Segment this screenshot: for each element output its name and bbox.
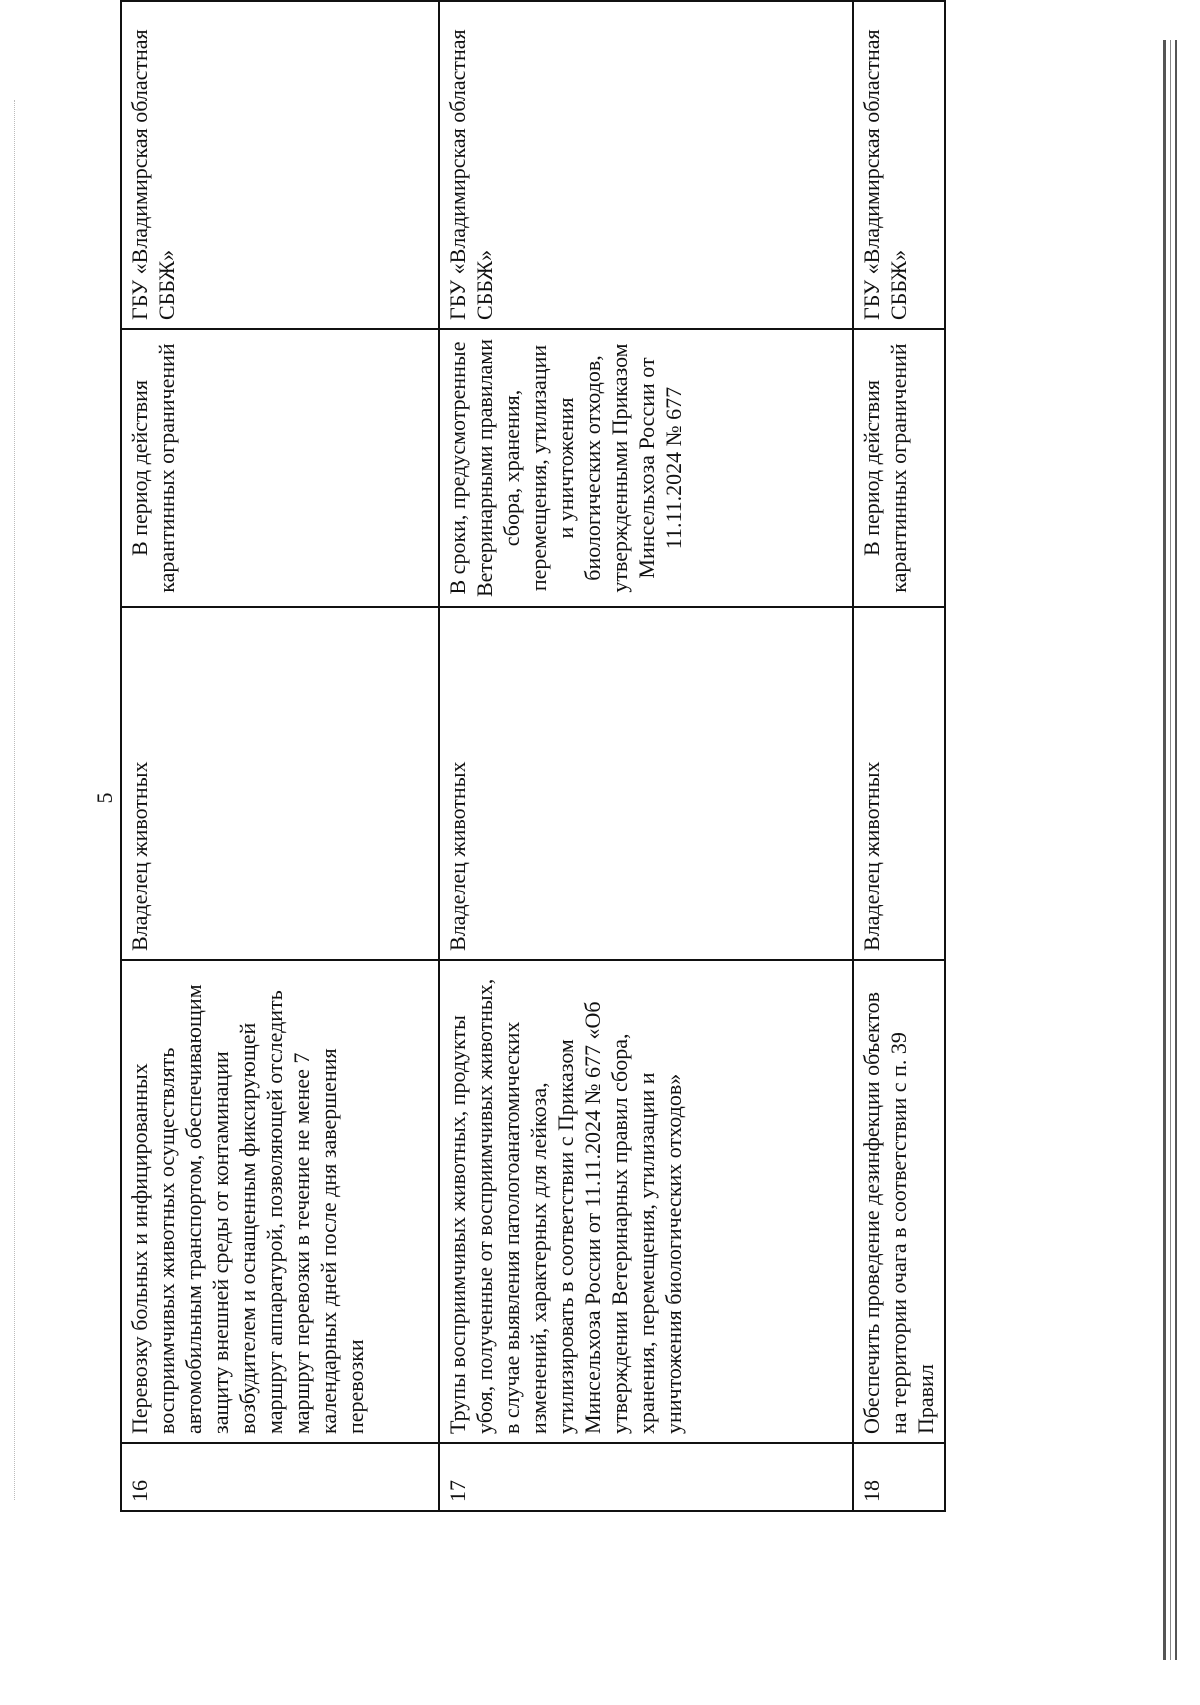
table-row: [439, 1, 853, 1511]
row-number-cell: 18: [853, 1443, 945, 1511]
measures-table: [120, 0, 946, 1512]
row-number-cell: 17: [439, 1443, 853, 1511]
measure-cell: Перевозку больных и инфицированных восприимчивых животных осуществлять автомобильным транспортом, обеспечивающим защиту внешней среды от контаминации возбудителем и оснащенным фиксирующей маршрут аппаратурой, позволяющей отследить маршрут перевозки в течение не менее 7 календарных дней после дня завершения перевозки: [121, 960, 439, 1443]
table-row: [853, 1, 945, 1511]
responsible-cell: Владелец животных: [439, 607, 853, 960]
rotated-table-container: [120, 29, 944, 1512]
measure-cell: Трупы восприимчивых животных, продукты убоя, полученные от восприимчивых животных, в случае выявления патологоанатомических изменений, характерных для лейкоза, утилизировать в соответствии с Приказом Минсельхоза России от 11.11.2024 № 677 «Об утверждении Ветеринарных правил сбора, хранения, перемещения, утилизации и уничтожения биологических отходов»: [439, 960, 853, 1443]
responsible-cell: Владелец животных: [853, 607, 945, 960]
responsible-cell: Владелец животных: [121, 607, 439, 960]
scan-artifact-edge: [1175, 40, 1177, 1660]
term-cell: В сроки, предусмотренные Ветеринарными правилами сбора, хранения, перемещения, утилизации и уничтожения биологических отходов, утвержденными Приказом Минсельхоза России от 11.11.2024 № 677: [439, 329, 853, 607]
scan-artifact-left: [14, 100, 19, 1500]
term-cell: В период действия карантинных ограничений: [853, 329, 945, 607]
measure-cell: Обеспечить проведение дезинфекции объектов на территории очага в соответствии с п. 39 Правил: [853, 960, 945, 1443]
page-number: 5: [92, 792, 117, 804]
executor-cell: ГБУ «Владимирская областная СББЖ»: [439, 1, 853, 329]
term-cell: В период действия карантинных ограничений: [121, 329, 439, 607]
table-row: [121, 1, 439, 1511]
executor-cell: ГБУ «Владимирская областная СББЖ»: [853, 1, 945, 329]
executor-cell: ГБУ «Владимирская областная СББЖ»: [121, 1, 439, 329]
scan-artifact-edge: [1170, 40, 1171, 1660]
row-number-cell: 16: [121, 1443, 439, 1511]
scan-artifact-edge: [1163, 40, 1166, 1660]
